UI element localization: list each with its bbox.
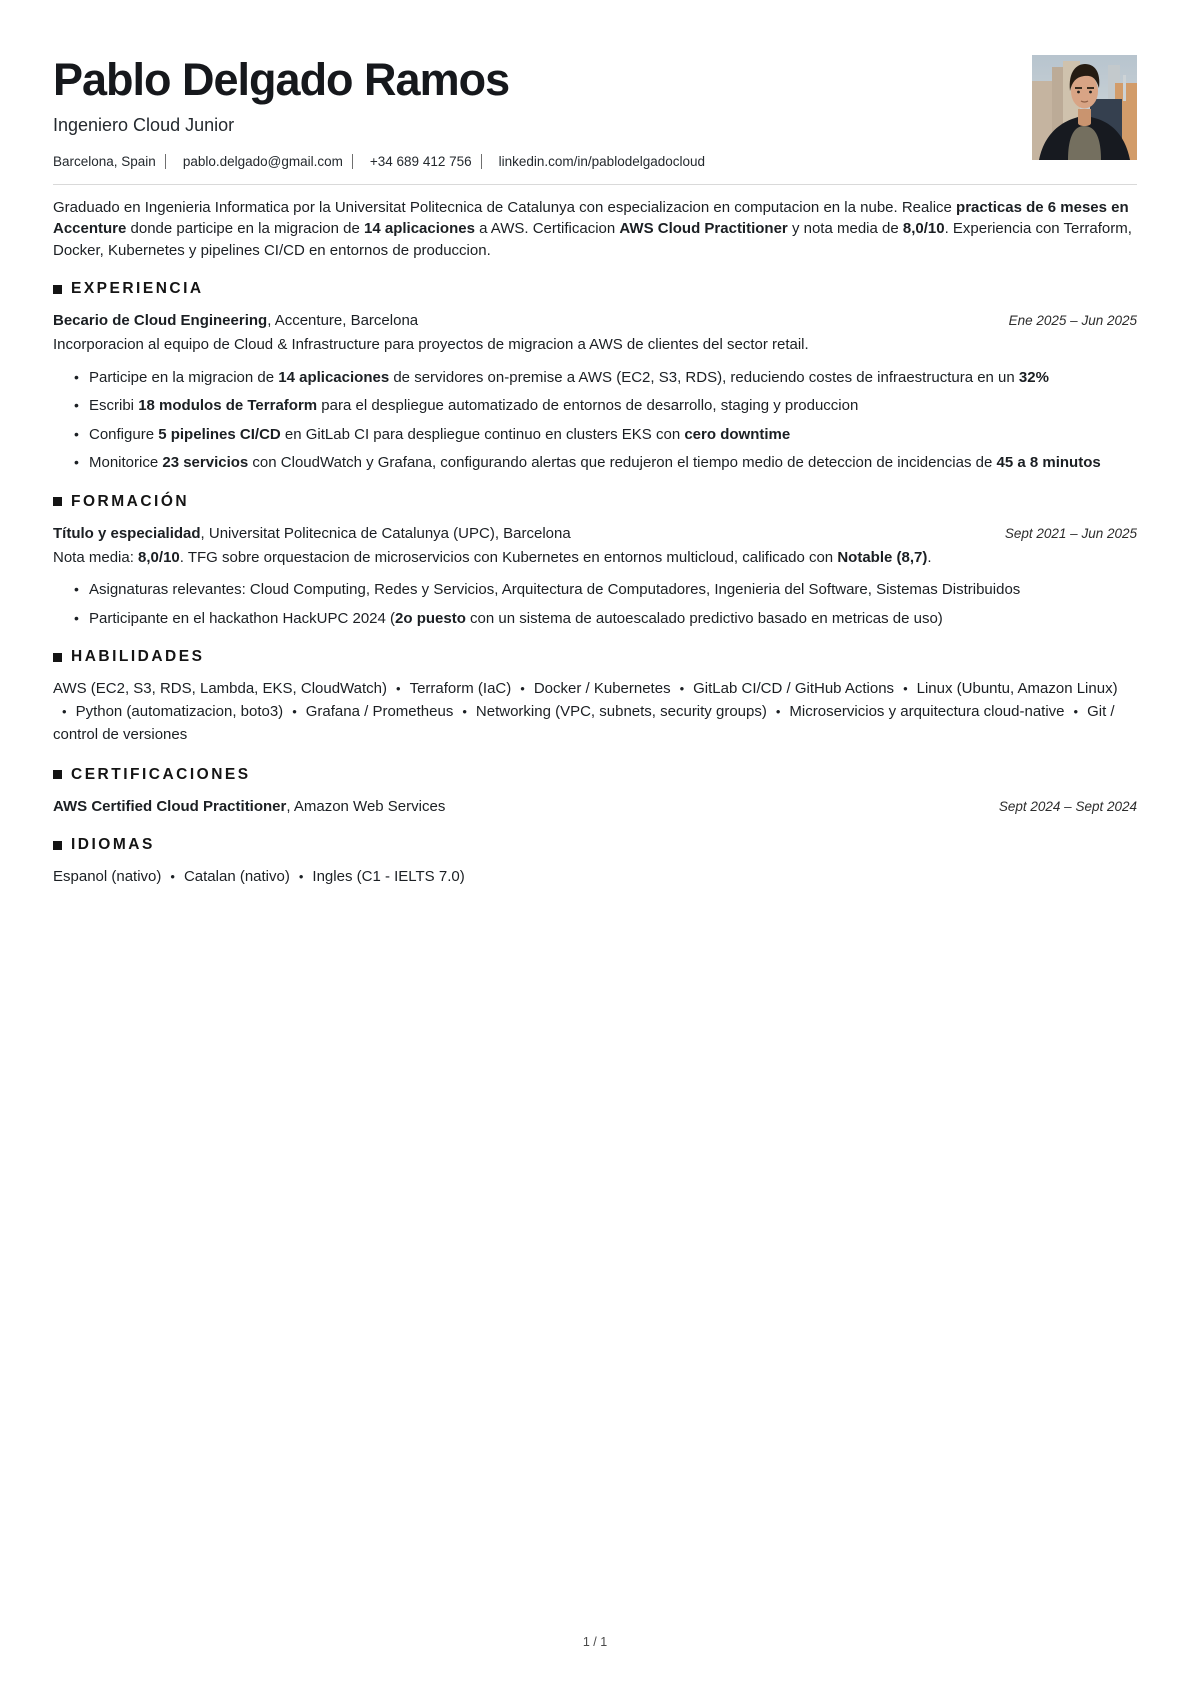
skill-item: Python (automatizacion, boto3) bbox=[75, 703, 284, 721]
text-run: . TFG sobre orquestacion de microservicios con Kubernetes en entornos multicloud, calificado con bbox=[179, 548, 838, 566]
emphasized-text: 5 pipelines CI/CD bbox=[158, 425, 281, 443]
skill-item: Docker / Kubernetes bbox=[533, 680, 671, 698]
text-run: Participe en la migracion de bbox=[89, 368, 279, 386]
section-square-icon bbox=[53, 841, 62, 850]
section-formacion bbox=[53, 493, 1137, 629]
experience-entry-row bbox=[53, 310, 1137, 332]
emphasized-text: AWS Cloud Practitioner bbox=[619, 220, 788, 238]
dot-separator: • bbox=[170, 868, 175, 884]
section-label: IDIOMAS bbox=[71, 836, 155, 854]
text-run: con un sistema de autoescalado predictivo basado en metricas de uso) bbox=[465, 609, 943, 627]
skill-item: Git / control de versiones bbox=[53, 703, 1115, 743]
text-run: donde participe en la migracion de bbox=[126, 220, 365, 238]
dot-separator: • bbox=[298, 868, 304, 884]
certification-entry-row bbox=[53, 796, 1137, 818]
contact-row bbox=[53, 154, 1137, 169]
bullet-item bbox=[74, 579, 1137, 601]
page-number: 1 / 1 bbox=[582, 1635, 608, 1649]
section-square-icon bbox=[53, 285, 62, 294]
dot-separator: • bbox=[679, 680, 685, 696]
dot-separator: • bbox=[292, 703, 297, 719]
summary-paragraph bbox=[53, 197, 1137, 262]
emphasized-text: Notable (8,7) bbox=[837, 548, 928, 566]
text-run: Participante en el hackathon HackUPC 2024 ( bbox=[89, 609, 396, 627]
education-bullet-list bbox=[74, 579, 1137, 629]
text-run: Escribi bbox=[89, 397, 139, 415]
text-run: Monitorice bbox=[89, 454, 163, 472]
text-run: Asignaturas relevantes: Cloud Computing, Redes y Servicios, Arquitectura de Computadores, Ingenieria del Software, Sistemas Distribuidos bbox=[89, 581, 1021, 599]
bullet-item bbox=[74, 424, 1137, 446]
section-label: HABILIDADES bbox=[71, 648, 205, 666]
emphasized-text: 14 aplicaciones bbox=[364, 220, 475, 238]
bullet-item bbox=[74, 395, 1137, 417]
emphasized-text: Becario de Cloud Engineering bbox=[53, 312, 268, 330]
text-run: en GitLab CI para despliegue continuo en clusters EKS con bbox=[280, 425, 685, 443]
dot-separator: • bbox=[520, 680, 525, 696]
emphasized-text: practicas de 6 meses en Accenture bbox=[53, 198, 1129, 238]
emphasized-text: 18 modulos de Terraform bbox=[138, 397, 318, 415]
section-header bbox=[53, 766, 1137, 784]
text-run: . Experiencia con Terraform, Docker, Kubernetes y pipelines CI/CD en entornos de produccion. bbox=[53, 220, 1132, 259]
contact-item: +34 689 412 756 bbox=[369, 153, 472, 169]
pipe-separator bbox=[481, 154, 482, 169]
person-name: Pablo Delgado Ramos bbox=[53, 54, 510, 105]
text-run: Graduado en Ingenieria Informatica por la Universitat Politecnica de Catalunya con especializacion en computacion en la nube. Realice bbox=[53, 198, 957, 216]
experience-entry-subtitle: Incorporacion al equipo de Cloud & Infrastructure para proyectos de migracion a AWS de clientes del sector retail. bbox=[53, 335, 809, 353]
dot-separator: • bbox=[775, 703, 781, 719]
emphasized-text: 8,0/10 bbox=[902, 220, 945, 238]
emphasized-text: Título y especialidad bbox=[53, 524, 201, 542]
section-habilidades bbox=[53, 648, 1137, 746]
education-entry-subtitle bbox=[53, 547, 1137, 569]
education-entry-date: Sept 2021 – Jun 2025 bbox=[1004, 525, 1137, 541]
dot-separator: • bbox=[1073, 703, 1079, 719]
languages-list bbox=[53, 866, 1137, 889]
text-run: para el despliegue automatizado de entornos de desarrollo, staging y produccion bbox=[317, 397, 859, 415]
section-square-icon bbox=[53, 770, 62, 779]
language-item: Catalan (nativo) bbox=[183, 868, 290, 886]
text-run: de servidores on-premise a AWS (EC2, S3, RDS), reduciendo costes de infraestructura en un bbox=[389, 368, 1019, 386]
section-header bbox=[53, 648, 1137, 666]
emphasized-text: 2o puesto bbox=[395, 609, 466, 627]
header-divider bbox=[53, 184, 1137, 185]
education-entry-row bbox=[53, 523, 1137, 545]
contact-item: linkedin.com/in/pablodelgadocloud bbox=[498, 153, 706, 169]
dot-separator: • bbox=[62, 703, 67, 719]
bullet-item bbox=[74, 608, 1137, 630]
certification-entry-heading bbox=[53, 796, 445, 818]
section-header bbox=[53, 836, 1137, 854]
section-header bbox=[53, 493, 1137, 511]
certification-entry-date: Sept 2024 – Sept 2024 bbox=[998, 798, 1137, 814]
text-run: Configure bbox=[89, 425, 159, 443]
experience-entry-date: Ene 2025 – Jun 2025 bbox=[1008, 313, 1137, 329]
skills-list bbox=[53, 678, 1137, 746]
profile-photo bbox=[1032, 55, 1137, 160]
emphasized-text: 32% bbox=[1018, 368, 1049, 386]
emphasized-text: 45 a 8 minutos bbox=[996, 454, 1101, 472]
section-square-icon bbox=[53, 497, 62, 506]
emphasized-text: cero downtime bbox=[684, 425, 791, 443]
skill-item: GitLab CI/CD / GitHub Actions bbox=[693, 680, 895, 698]
job-title: Ingeniero Cloud Junior bbox=[53, 114, 235, 135]
pipe-separator bbox=[165, 154, 166, 169]
section-header bbox=[53, 280, 1137, 298]
section-experiencia bbox=[53, 280, 1137, 474]
section-square-icon bbox=[53, 653, 62, 662]
emphasized-text: 8,0/10 bbox=[138, 548, 180, 566]
skill-item: Microservicios y arquitectura cloud-native bbox=[789, 703, 1065, 721]
skill-item: Grafana / Prometheus bbox=[305, 703, 454, 721]
skill-item: Terraform (IaC) bbox=[409, 680, 512, 698]
section-idiomas bbox=[53, 836, 1137, 889]
skill-item: Linux (Ubuntu, Amazon Linux) bbox=[916, 680, 1118, 698]
text-run: a AWS. Certificacion bbox=[474, 220, 620, 238]
section-certificaciones bbox=[53, 766, 1137, 818]
section-label: EXPERIENCIA bbox=[71, 280, 204, 298]
text-run: , Accenture, Barcelona bbox=[267, 312, 419, 330]
language-item: Ingles (C1 - IELTS 7.0) bbox=[312, 868, 465, 886]
text-run: . bbox=[927, 548, 932, 566]
skill-item: AWS (EC2, S3, RDS, Lambda, EKS, CloudWatch) bbox=[53, 680, 388, 698]
text-run: , Amazon Web Services bbox=[286, 797, 446, 815]
bullet-item bbox=[74, 452, 1137, 474]
dot-separator: • bbox=[396, 680, 401, 696]
pipe-separator bbox=[352, 154, 353, 169]
experience-entry-heading bbox=[53, 310, 418, 332]
contact-item: Barcelona, Spain bbox=[53, 153, 156, 169]
text-run: con CloudWatch y Grafana, configurando alertas que redujeron el tiempo medio de deteccion de incidencias de bbox=[248, 454, 997, 472]
education-entry-heading bbox=[53, 523, 571, 545]
bullet-item bbox=[74, 367, 1137, 389]
text-run: y nota media de bbox=[787, 220, 903, 238]
section-label: FORMACIÓN bbox=[71, 492, 190, 510]
section-label: CERTIFICACIONES bbox=[71, 765, 251, 783]
contact-item: pablo.delgado@gmail.com bbox=[182, 153, 343, 169]
text-run: , Universitat Politecnica de Catalunya (UPC), Barcelona bbox=[200, 524, 571, 542]
dot-separator: • bbox=[903, 680, 908, 696]
emphasized-text: 23 servicios bbox=[162, 454, 249, 472]
text-run: Nota media: bbox=[53, 548, 139, 566]
emphasized-text: AWS Certified Cloud Practitioner bbox=[53, 797, 287, 815]
emphasized-text: 14 aplicaciones bbox=[278, 368, 390, 386]
language-item: Espanol (nativo) bbox=[53, 868, 162, 886]
dot-separator: • bbox=[462, 703, 467, 719]
skill-item: Networking (VPC, subnets, security groups) bbox=[475, 703, 767, 721]
experience-bullet-list bbox=[74, 367, 1137, 474]
